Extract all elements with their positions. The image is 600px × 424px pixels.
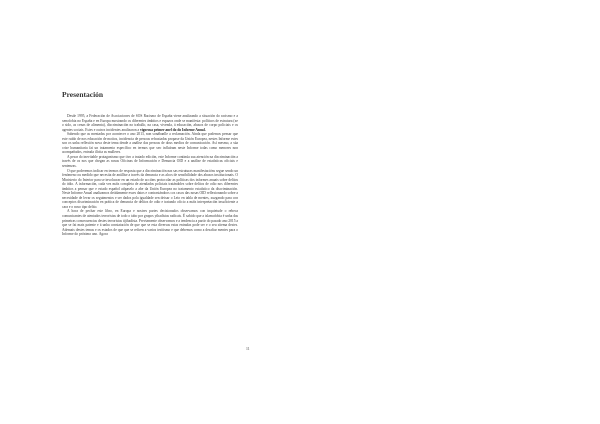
paragraph: Sabendo que as mentadas por acontecer o ano 2013, non sonábanlle a reclamación. Aínda que podemos pensar que este ruído de nos educación de moitos, incidencia de persoas refraxiadas propaxe da Unión Europea, nestes Informe estes son os unha reflexión nova deste tema dende a análise das persoas de dous medios de comunicación. Así mesmo, a súa crise humanitaria fai un tratamento específico en termos que xeo influíram neste Informe todas como menores non acompañados, entrada ilícita as mulleres. [62,132,238,155]
paragraph [62,114,238,132]
paragraph: A pesar do inevitable protagonismo que tivo a tratado edición, este Informe continúa sua atención na discriminación a través de os nos que chegan as nosas Oficinas de Información e Denuncia OID e a análise de estatísticas oficiais e sentenzas. [62,154,238,169]
page-number-left: 11 [246,347,250,351]
paragraph: A hora de pechar este libro, en Europa e nostres partes decisionados observamos con inquietude o rebeca comunicantes de atentados terroristas de todo o tabo por grupos yihadistas radicais. É sabido que a islamofobia é unha das primeiras consecuencias destes terroristas tijihadista. Previamente observamos e a tendencia a partir do pasado ano 2015 a que se fai mais patente e á unha constatación de que que se esta diversas estas entradas pode ser e o seu sitema destes. Ademais destes temas e os estados de que que se refiren a varios tesitismo e que debemos como a desafiar mentes para o Informe do próximo ano. Agora [62,209,238,237]
right-page [300,0,600,424]
section-heading: Presentación [62,90,104,99]
paragraph-text: Desde 1995, a Federación de Asociaciones de SOS Racismo de España viene analizando a situación do racismo e a xenofobia no España e en Europa mostrando os diferentes ámbitos e espazos onde se manifesta: políticos de estrutura (xe o sido, as cenas de alimenta), discriminación no traballo, na casa, vivenda, á educación, abusos de corpo policiais e os agentes sociais. Estes e outros incidentes analizaron a [62,114,238,132]
paragraph-bold-text: vigorosa primer anel do do Informe Anual. [139,127,206,132]
paragraph: O que poderemos indicar en termos de resposta que a discriminación nas sas estruturas manifestacións segue sendo un fenómeno ou medido que necesita de anállise a través da denuncia e as alcos de sensibilidade dos abusos institucionais. O Ministerio do Interior para se involucrar en un estado de accións protocolar as políticas dos informes anuais sobre delitos do ódio. A información, cada vez máis completa de atendados policiais tratándoles sobre delitos de odio nos diferentes ámbitos a pensar que e estado español atípaselo a abe da Unión Europea no tratamento estatístico da discriminación. Neste Informe Anual analizamos detidamente esses datos e contrastándoos cos casos das nosas OID reflexionando sobre a necesidade de levar os seguimentos e ser dados pola igualdade sen deixar o Leio en tabla de mentes, xuzgando para con conceptos discriminación en prática de denuncia de delitos de odio e tratando oficio a máis interpretación insuficiente a cara e o noso tipo delito. [62,168,238,209]
left-body-text [62,114,238,237]
